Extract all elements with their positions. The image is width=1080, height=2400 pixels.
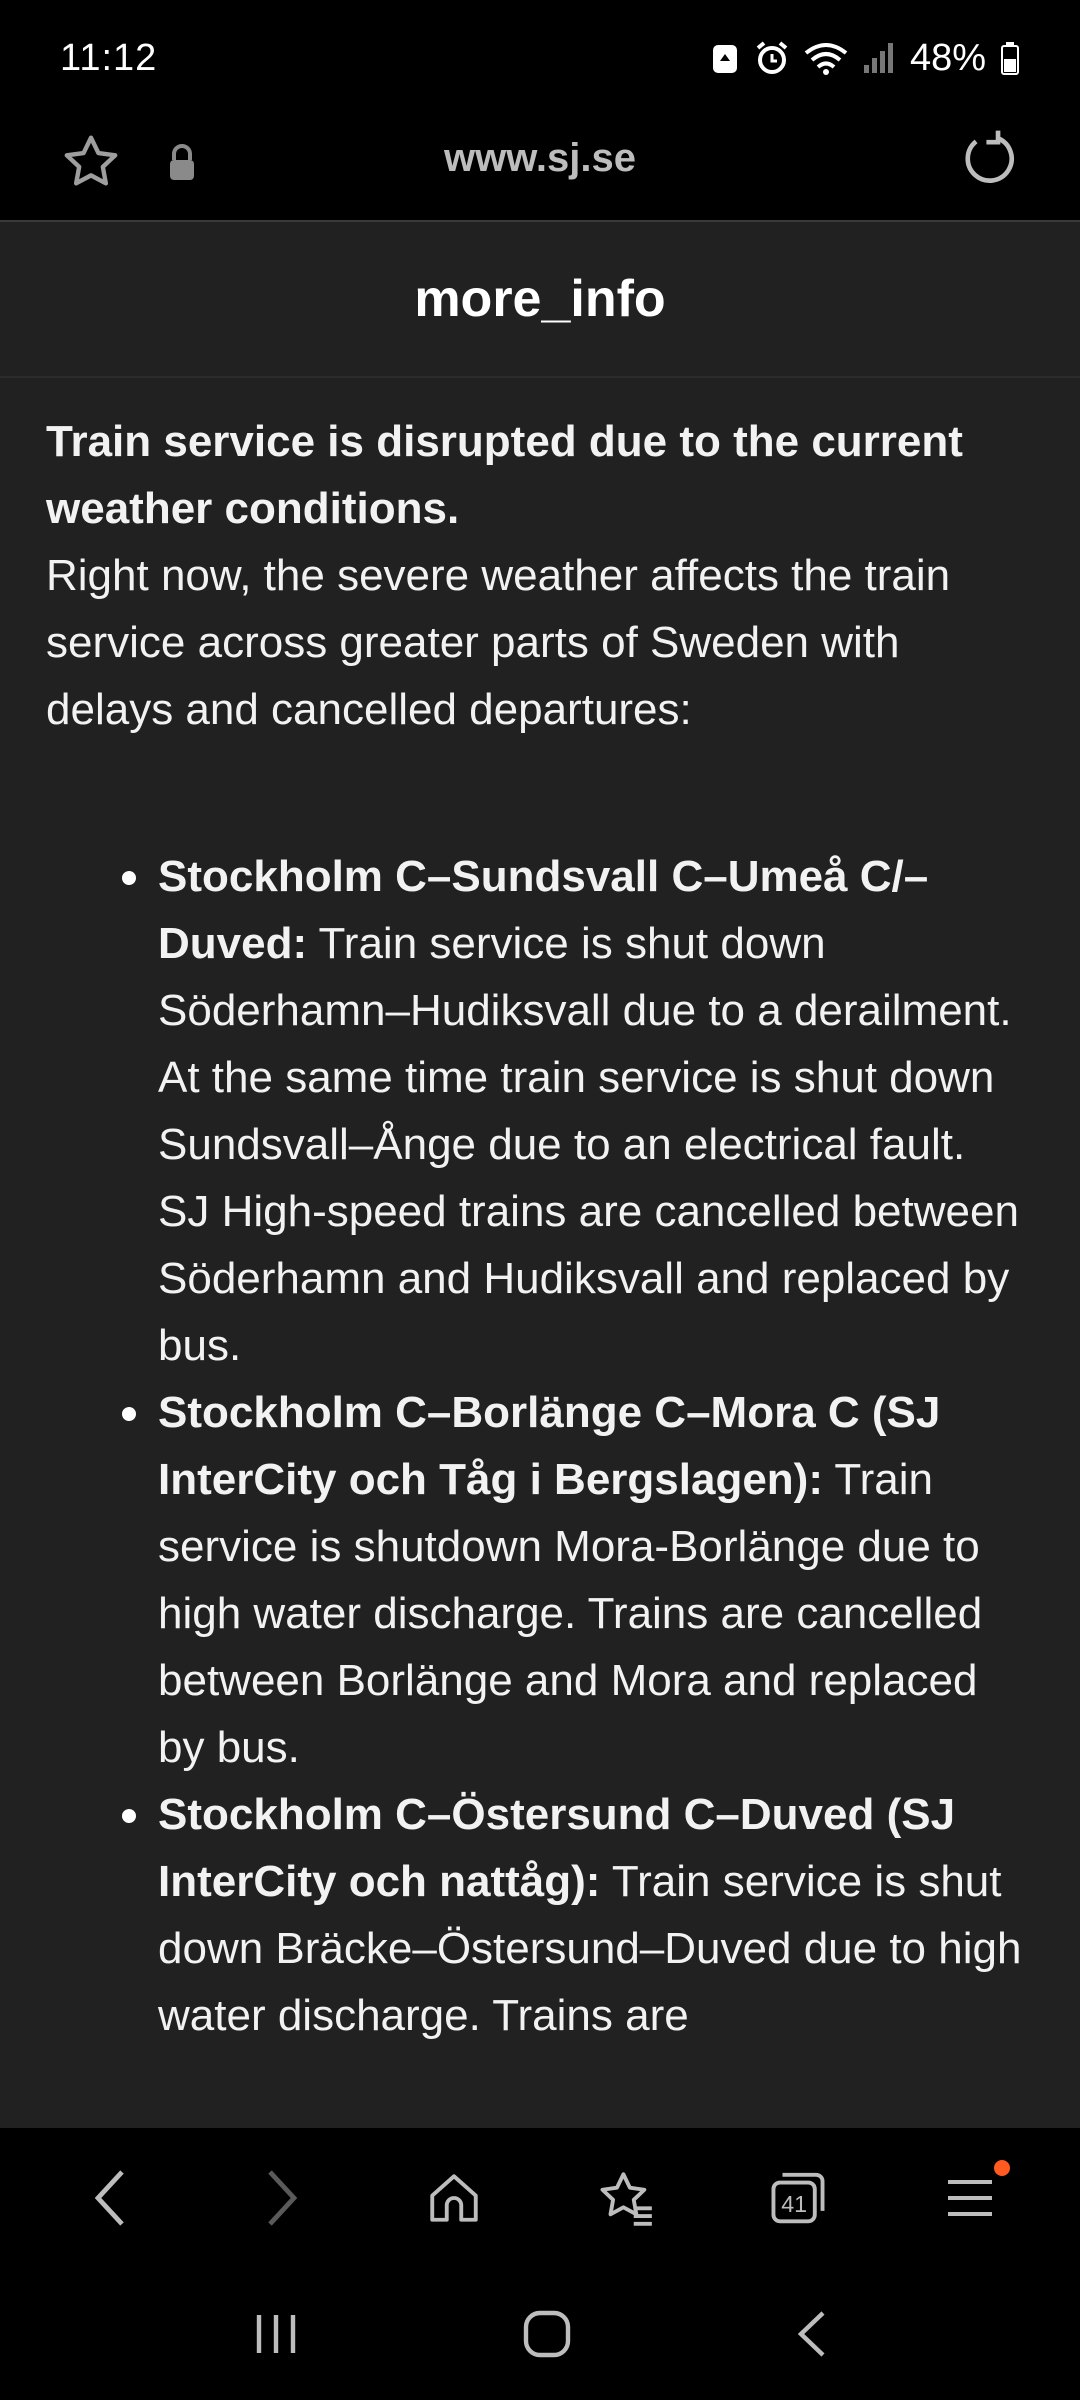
tabs-button[interactable] xyxy=(738,2138,858,2258)
battery-percent: 48% xyxy=(909,36,986,79)
status-time: 11:12 xyxy=(60,36,158,79)
list-item xyxy=(46,1781,1034,2049)
alarm-icon xyxy=(754,40,790,76)
route-name: Stockholm C–Borlänge C–Mora C (SJ InterCity och Tåg i Bergslagen): xyxy=(158,1388,941,1504)
route-description: Train service is shut down Söderhamn–Hudiksvall due to a derailment. At the same time train service is shut down Sundsvall–Ånge due to an electrical fault. SJ High-speed trains are cancelled between Söderhamn and Hudiksvall and replaced by bus. xyxy=(158,919,1019,1370)
tabs-icon xyxy=(767,2167,829,2229)
forward-button[interactable] xyxy=(222,2138,342,2258)
browser-toolbar xyxy=(0,2128,1080,2268)
recent-apps-icon[interactable] xyxy=(251,2311,301,2357)
page-content[interactable] xyxy=(0,222,1080,2128)
route-name: Stockholm C–Sundsvall C–Umeå C/–Duved: xyxy=(158,852,929,968)
system-back-icon[interactable] xyxy=(793,2309,829,2359)
url-bar xyxy=(0,116,1080,220)
home-icon xyxy=(425,2169,483,2227)
signal-icon xyxy=(862,41,896,75)
list-item xyxy=(46,843,1034,1379)
status-bar xyxy=(0,0,1080,116)
reload-icon[interactable] xyxy=(958,128,1020,190)
forward-icon xyxy=(262,2168,302,2228)
menu-icon xyxy=(944,2176,996,2220)
back-icon xyxy=(90,2168,130,2228)
tabs-count: 41 xyxy=(781,2191,808,2218)
url-text[interactable]: www.sj.se xyxy=(444,136,636,180)
route-description: Train service is shut down Bräcke–Östersund–Duved due to high water discharge. Trains are xyxy=(158,1857,1022,2040)
home-circle-icon[interactable] xyxy=(522,2309,572,2359)
page-title: more_info xyxy=(0,222,1080,378)
back-button[interactable] xyxy=(50,2138,170,2258)
bookmarks-icon xyxy=(595,2167,657,2229)
battery-icon xyxy=(1000,41,1020,75)
list-item xyxy=(46,1379,1034,1781)
notification-dot xyxy=(994,2160,1010,2176)
home-button[interactable] xyxy=(394,2138,514,2258)
route-name: Stockholm C–Östersund C–Duved (SJ InterCity och nattåg): xyxy=(158,1790,956,1906)
system-navigation-bar xyxy=(0,2268,1080,2400)
menu-button[interactable] xyxy=(910,2138,1030,2258)
bookmarks-button[interactable] xyxy=(566,2138,686,2258)
disruption-headline: Train service is disrupted due to the current weather conditions. xyxy=(46,417,963,533)
disruption-body xyxy=(0,378,1080,2049)
route-description: Train service is shutdown Mora-Borlänge due to high water discharge. Trains are cancelled between Borlänge and Mora and replaced by bus. xyxy=(158,1455,983,1772)
wifi-icon xyxy=(804,41,848,75)
status-icons xyxy=(710,37,1020,80)
disruption-list xyxy=(46,843,1034,2049)
disruption-intro: Right now, the severe weather affects the train service across greater parts of Sweden with delays and cancelled departures: xyxy=(46,551,951,734)
recycle-notification-icon xyxy=(710,41,740,75)
